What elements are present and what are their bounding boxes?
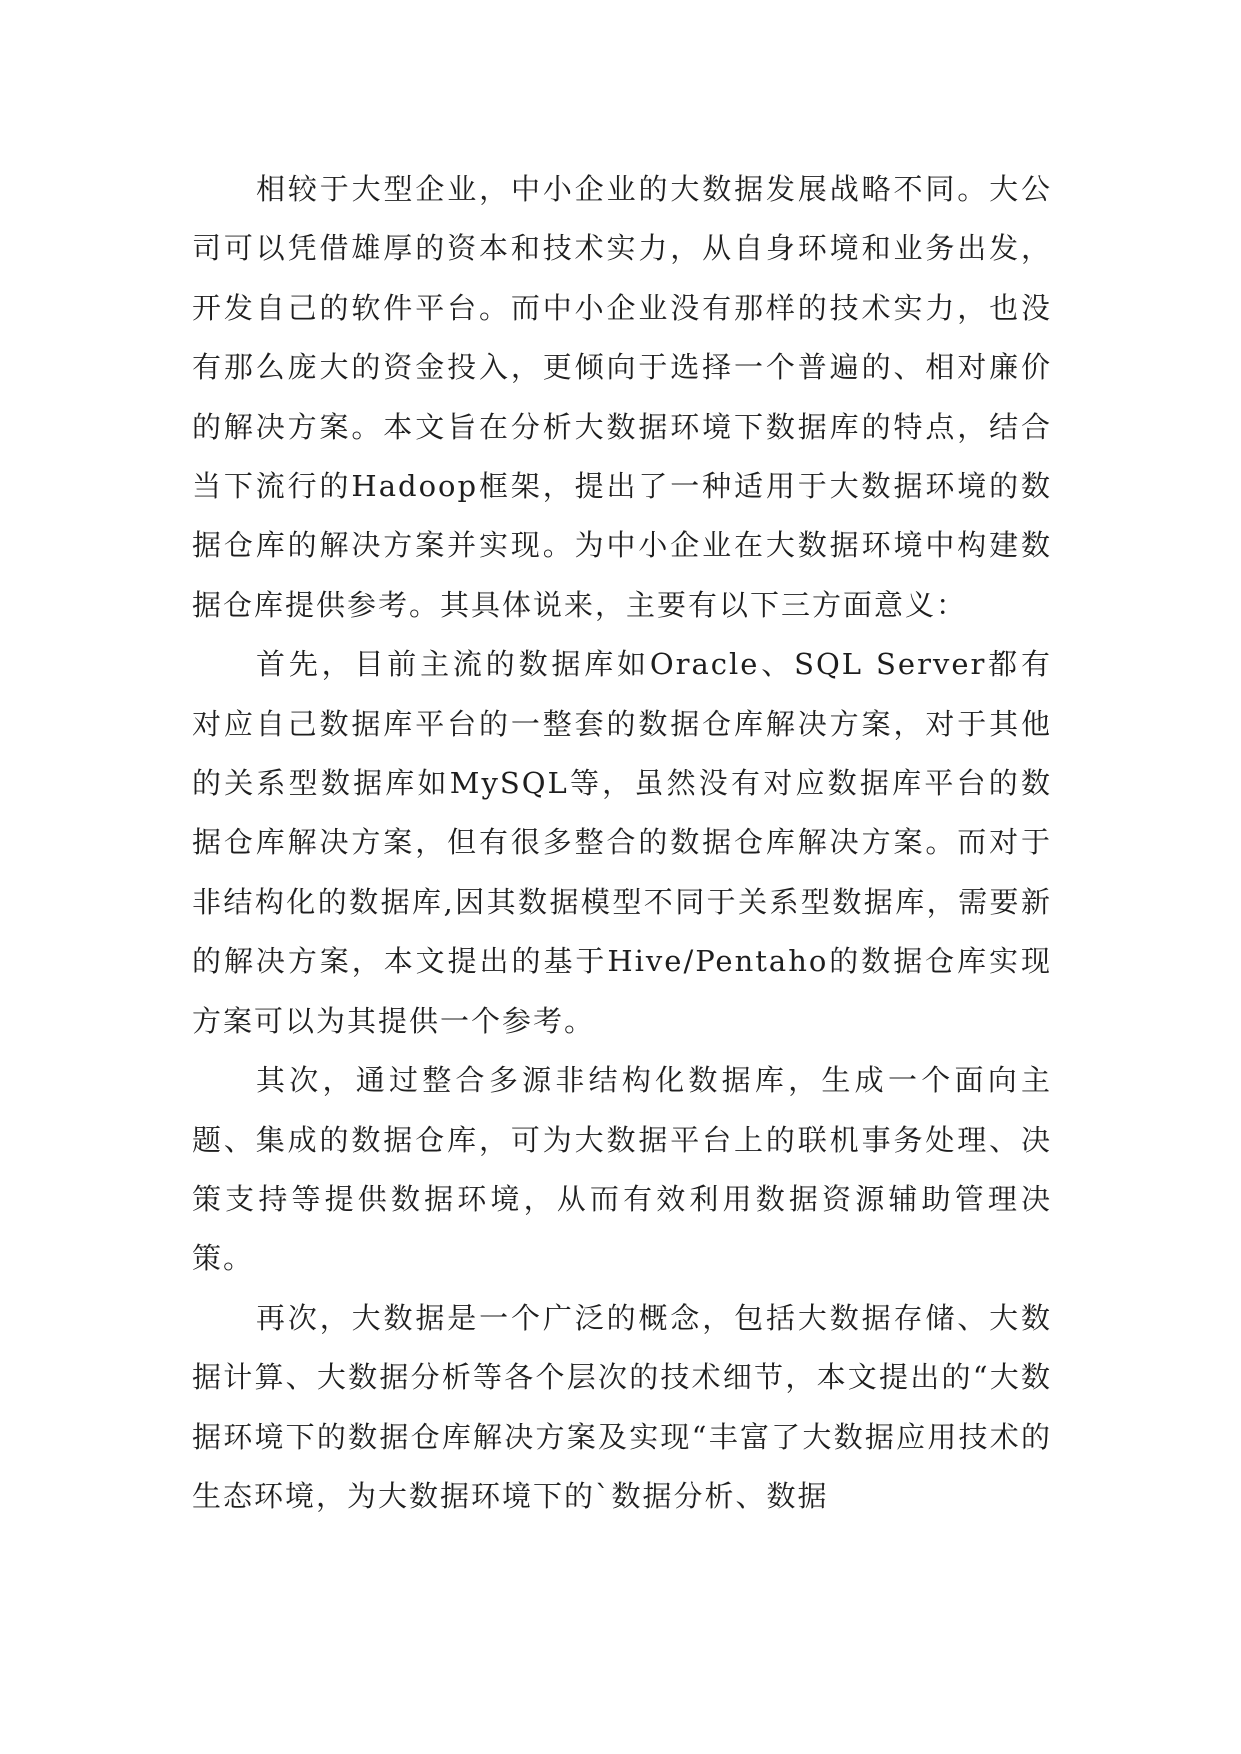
paragraph-second-point: 其次，通过整合多源非结构化数据库，生成一个面向主题、集成的数据仓库，可为大数据平台上的联机事务处理、决策支持等提供数据环境，从而有效利用数据资源辅助管理决策。: [192, 1063, 1052, 1276]
paragraph-third-point: 再次，大数据是一个广泛的概念，包括大数据存储、大数据计算、大数据分析等各个层次的技术细节，本文提出的“大数据环境下的数据仓库解决方案及实现“丰富了大数据应用技术的生态环境，为大数据环境下的`数据分析、数据: [192, 1300, 1052, 1513]
paragraph-first-point: 首先，目前主流的数据库如Oracle、SQL Server都有对应自己数据库平台的一整套的数据仓库解决方案，对于其他的关系型数据库如MySQL等，虽然没有对应数据库平台的数据仓库解决方案，但有很多整合的数据仓库解决方案。而对于非结构化的数据库,因其数据模型不同于关系型数据库，需要新的解决方案，本文提出的基于Hive/Pentaho的数据仓库实现方案可以为其提供一个参考。: [192, 647, 1052, 1038]
paragraph-significance-intro: 相较于大型企业，中小企业的大数据发展战略不同。大公司可以凭借雄厚的资本和技术实力，从自身环境和业务出发，开发自己的软件平台。而中小企业没有那样的技术实力，也没有那么庞大的资金投入，更倾向于选择一个普遍的、相对廉价的解决方案。本文旨在分析大数据环境下数据库的特点，结合当下流行的Hadoop框架，提出了一种适用于大数据环境的数据仓库的解决方案并实现。为中小企业在大数据环境中构建数据仓库提供参考。其具体说来，主要有以下三方面意义：: [192, 172, 1052, 622]
body-text: [192, 160, 1052, 1526]
